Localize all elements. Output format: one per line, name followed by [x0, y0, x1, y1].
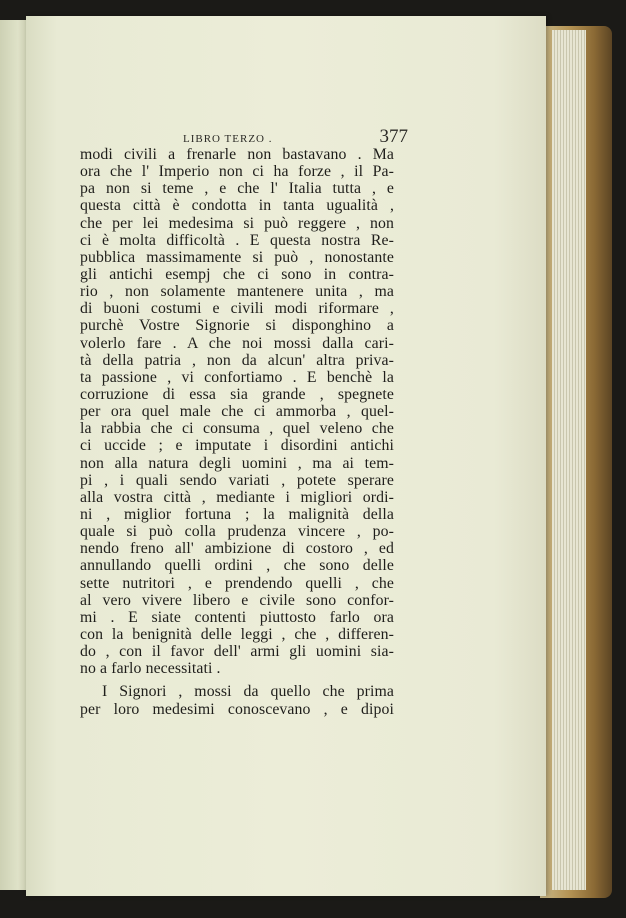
- paragraph-2: [80, 683, 394, 717]
- body-text: [80, 146, 394, 718]
- text-line: non alla natura degli uomini , ma ai tem-: [80, 454, 394, 472]
- text-line: questa città è condotta in tanta ugualità ,: [80, 197, 394, 215]
- text-line: purchè Vostre Signorie si disponghino a: [80, 317, 394, 335]
- text-line: no a farlo necessitati .: [80, 660, 221, 678]
- text-line: do , con il favor dell' armi gli uomini sia-: [80, 643, 394, 661]
- text-line: per ora quel male che ci ammorba , quel-: [80, 403, 394, 421]
- text-line: nendo freno all' ambizione di costoro , ed: [80, 540, 394, 558]
- text-line: alla vostra città , mediante i migliori ordi-: [80, 488, 394, 506]
- page-number: 377: [379, 126, 408, 147]
- text-line: di buoni costumi e civili modi riformare ,: [80, 300, 394, 318]
- text-line: per loro medesimi conoscevano , e dipoi: [80, 700, 394, 718]
- text-line: ni , miglior fortuna ; la malignità della: [80, 505, 394, 523]
- text-line: che per lei medesima si può reggere , non: [80, 214, 394, 232]
- text-line: sette nutritori , e prendendo quelli , che: [80, 574, 394, 592]
- text-line: ci uccide ; e imputate i disordini antichi: [80, 437, 394, 455]
- text-line: ci è molta difficoltà . E questa nostra Re-: [80, 231, 394, 249]
- text-line: volerlo fare . A che noi mossi dalla cari-: [80, 334, 394, 352]
- running-head: LIBRO TERZO .: [183, 133, 273, 145]
- text-line: ta passione , vi confortiamo . E benchè la: [80, 368, 394, 386]
- text-line: pa non si teme , e che l' Italia tutta , e: [80, 180, 394, 198]
- text-line: I Signori , mossi da quello che prima: [102, 683, 394, 701]
- text-line: modi civili a frenarle non bastavano . Ma: [80, 146, 394, 163]
- text-line: corruzione di essa sia grande , spegnete: [80, 385, 394, 403]
- text-line: la rabbia che ci consuma , quel veleno che: [80, 420, 394, 438]
- text-line: annullando quelli ordini , che sono delle: [80, 557, 394, 575]
- text-line: pi , i quali sendo variati , potete sperare: [80, 471, 394, 489]
- text-line: pubblica massimamente si può , nonostante: [80, 248, 394, 266]
- text-line: rio , non solamente mantenere unita , ma: [80, 283, 394, 301]
- text-line: gli antichi esempj che ci sono in contra-: [80, 265, 394, 283]
- text-line: quale si può colla prudenza vincere , po-: [80, 523, 394, 541]
- text-line: ora che l' Imperio non ci ha forze , il Pa-: [80, 163, 394, 181]
- text-line: tà della patria , non da alcun' altra priva-: [80, 351, 394, 369]
- text-line: con la benignità delle leggi , che , differen-: [80, 625, 394, 643]
- text-line: al vero vivere libero e civile sono confor-: [80, 591, 394, 609]
- paragraph-1: [80, 146, 394, 677]
- text-line: mi . E siate contenti piuttosto farlo ora: [80, 608, 394, 626]
- page-stack-edges: [552, 30, 586, 890]
